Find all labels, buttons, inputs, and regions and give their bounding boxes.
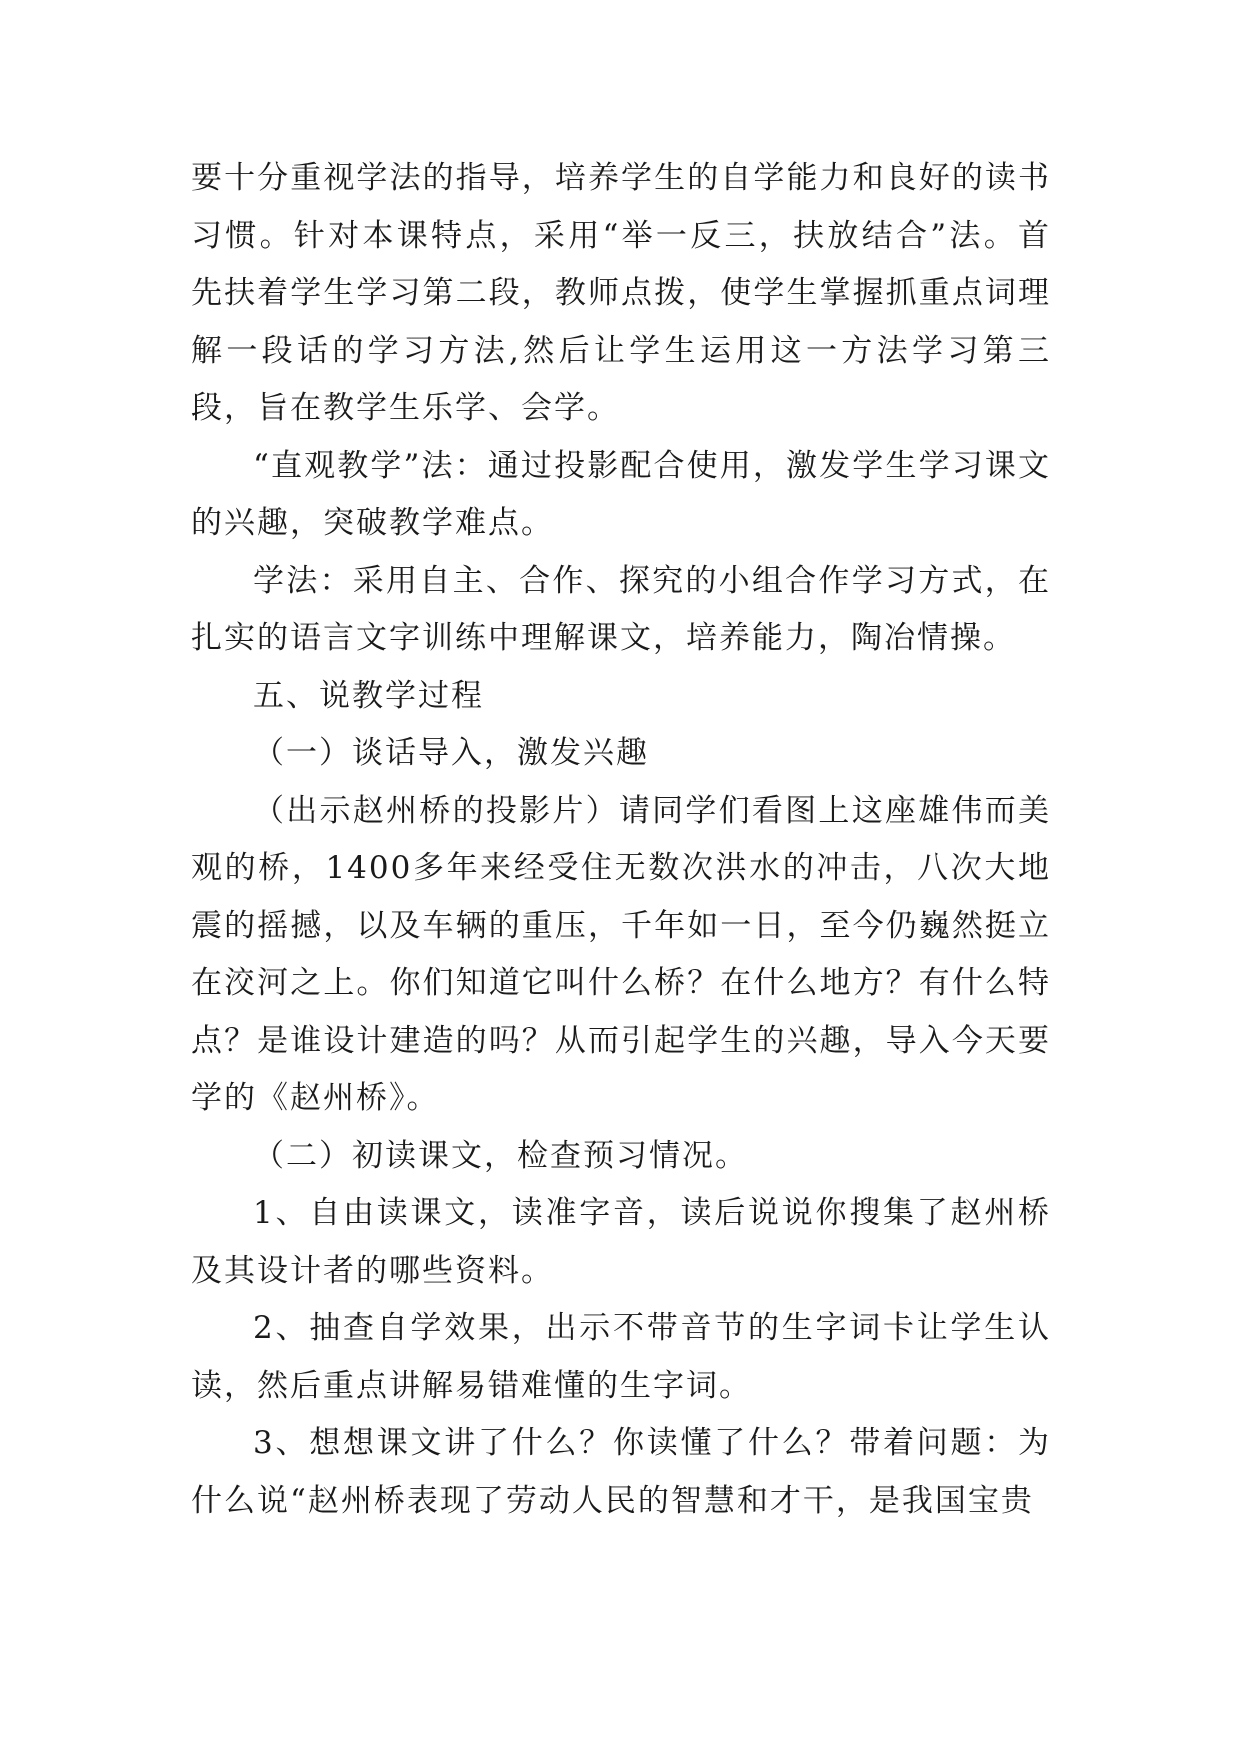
subheading-first-reading: （二）初读课文，检查预习情况。 <box>253 1137 748 1174</box>
paragraph-intuitive-teaching: “直观教学”法：通过投影配合使用，激发学生学习课文的兴趣，突破教学难点。 <box>191 447 1051 541</box>
subheading-introduction: （一）谈话导入，激发兴趣 <box>253 735 649 771</box>
paragraph-introduction: （出示赵州桥的投影片）请同学们看图上这座雄伟而美观的桥，1400多年来经受住无数次洪水的冲击，八次大地震的摇撼，以及车辆的重压，千年如一日，至今仍巍然挺立在洨河之上。你们知道它叫什么桥？在什么地方？有什么特点？是谁设计建造的吗？从而引起学生的兴趣，导入今天要学的《赵州桥》。 <box>191 792 1051 1116</box>
list-item-3: 3、想想课文讲了什么？你读懂了什么？带着问题：为什么说“赵州桥表现了劳动人民的智慧和才干，是我国宝贵 <box>191 1425 1051 1519</box>
document-body <box>191 150 1051 1530</box>
list-item-2: 2、抽查自学效果，出示不带音节的生字词卡让学生认读，然后重点讲解易错难懂的生字词。 <box>191 1310 1051 1404</box>
list-item-1: 1、自由读课文，读准字音，读后说说你搜集了赵州桥及其设计者的哪些资料。 <box>191 1195 1051 1289</box>
paragraph-learning-method: 学法：采用自主、合作、探究的小组合作学习方式，在扎实的语言文字训练中理解课文，培养能力，陶冶情操。 <box>191 562 1051 656</box>
section-heading-teaching-process: 五、说教学过程 <box>253 677 484 714</box>
paragraph-study-method: 要十分重视学法的指导，培养学生的自学能力和良好的读书习惯。针对本课特点，采用“举一反三，扶放结合”法。首先扶着学生学习第二段，教师点拨，使学生掌握抓重点词理解一段话的学习方法,然后让学生运用这一方法学习第三段，旨在教学生乐学、会学。 <box>191 160 1051 426</box>
